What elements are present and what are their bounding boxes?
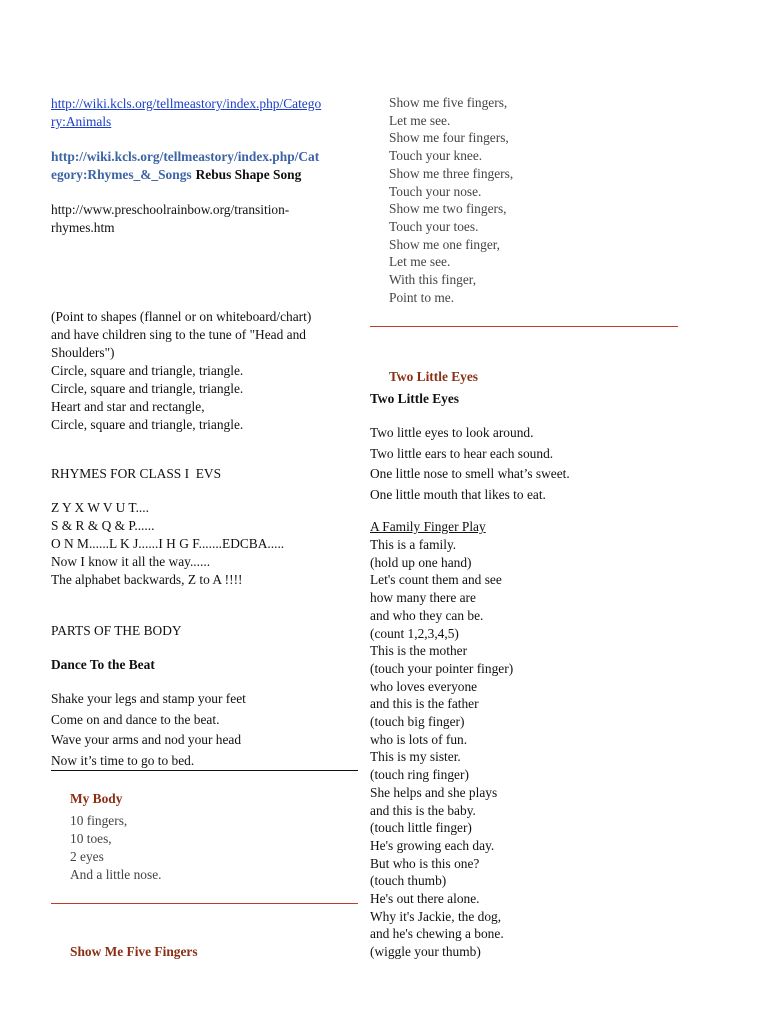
lyric-line: Touch your nose.	[389, 183, 482, 199]
lyric-line: And a little nose.	[70, 867, 162, 882]
lyric-line: Why it's Jackie, the dog,	[370, 908, 502, 924]
dance-lyrics	[51, 689, 246, 771]
lyric-line: Touch your toes.	[389, 218, 479, 234]
lyric-line: Show me two fingers,	[389, 201, 507, 217]
lyric-line: With this finger,	[389, 272, 477, 288]
link-rhymes-songs[interactable]: http://wiki.kcls.org/tellmeastory/index.php/Cat	[51, 149, 320, 164]
rhymes-songs-block	[51, 148, 319, 184]
fingers-lyrics	[389, 94, 513, 306]
link-animals[interactable]	[51, 95, 321, 131]
lyric-line: Let's count them and see	[370, 572, 502, 588]
parts-body-heading: PARTS OF THE BODY	[51, 623, 182, 638]
shape-song-lyrics	[51, 308, 311, 434]
alphabet-rhyme	[51, 499, 284, 589]
lyric-line: 10 fingers,	[70, 813, 128, 828]
lyric-line: Show me three fingers,	[389, 165, 514, 181]
lyric-line: But who is this one?	[370, 855, 480, 871]
url-line: rhymes.htm	[51, 220, 115, 235]
lyric-line: (count 1,2,3,4,5)	[370, 625, 459, 641]
lyric-line: Wave your arms and nod your head	[51, 732, 242, 747]
lyric-line: This is my sister.	[370, 749, 461, 765]
family-finger-title: A Family Finger Play	[370, 519, 486, 534]
lyric-line: Now I know it all the way......	[51, 554, 211, 569]
lyric-line: (touch big finger)	[370, 714, 465, 730]
lyric-line: and this is the father	[370, 696, 479, 712]
lyric-line: Let me see.	[389, 254, 451, 270]
lyric-line: and this is the baby.	[370, 802, 476, 818]
lyric-line: Show me one finger,	[389, 236, 501, 252]
lyric-line: 2 eyes	[70, 849, 104, 864]
lyric-line: Show me four fingers,	[389, 130, 509, 146]
lyric-line: O N M......L K J......I H G F.......EDCBA.....	[51, 536, 285, 551]
family-finger-lyrics	[370, 536, 513, 961]
my-body-title: My Body	[70, 791, 123, 806]
divider	[370, 326, 678, 327]
lyric-line: One little nose to smell what’s sweet.	[370, 466, 570, 482]
lyric-line: (touch little finger)	[370, 820, 472, 836]
show-me-title: Show Me Five Fingers	[70, 944, 198, 959]
lyric-line: how many there are	[370, 590, 476, 606]
lyric-line: This is the mother	[370, 643, 468, 659]
lyric-line: (touch thumb)	[370, 873, 447, 889]
lyric-line: Z Y X W V U T....	[51, 500, 149, 515]
lyric-line: Two little ears to hear each sound.	[370, 445, 554, 461]
lyric-line: Circle, square and triangle, triangle.	[51, 381, 244, 396]
lyric-line: He's out there alone.	[370, 891, 480, 907]
lyric-line: She helps and she plays	[370, 784, 498, 800]
lyric-line: He's growing each day.	[370, 837, 495, 853]
two-eyes-lyrics	[370, 423, 570, 506]
my-body-lyrics	[70, 812, 162, 884]
lyric-line: Circle, square and triangle, triangle.	[51, 417, 244, 432]
lyric-line: This is a family.	[370, 537, 457, 552]
rebus-shape-song-title: Rebus Shape Song	[195, 167, 302, 182]
lyric-line: and who they can be.	[370, 607, 484, 623]
lyric-line: Two little eyes to look around.	[370, 425, 534, 440]
lyric-line: who is lots of fun.	[370, 731, 468, 747]
lyric-line: Come on and dance to the beat.	[51, 711, 220, 727]
lyric-line: and he's chewing a bone.	[370, 926, 504, 942]
link-rhymes-songs[interactable]: egory:Rhymes_&_Songs	[51, 167, 192, 182]
link-animals-line[interactable]: ry:Animals	[51, 114, 112, 129]
link-animals-line[interactable]: http://wiki.kcls.org/tellmeastory/index.php/Catego	[51, 96, 322, 111]
lyric-line: Touch your knee.	[389, 148, 483, 164]
two-eyes-title: Two Little Eyes	[370, 391, 460, 406]
lyric-line: Circle, square and triangle, triangle.	[51, 363, 244, 378]
lyric-line: Let me see.	[389, 112, 451, 128]
lyric-line: (touch ring finger)	[370, 767, 469, 783]
lyric-line: Shake your legs and stamp your feet	[51, 691, 246, 706]
dance-title: Dance To the Beat	[51, 657, 155, 672]
lyric-line: (Point to shapes (flannel or on whiteboard/chart)	[51, 309, 312, 324]
lyric-line: S & R & Q & P......	[51, 518, 155, 533]
divider	[51, 770, 358, 771]
rhymes-class-heading: RHYMES FOR CLASS I EVS	[51, 466, 222, 481]
lyric-line: and have children sing to the tune of "Head and	[51, 327, 306, 342]
lyric-line: (wiggle your thumb)	[370, 944, 481, 960]
lyric-line: Show me five fingers,	[389, 95, 508, 110]
lyric-line: The alphabet backwards, Z to A !!!!	[51, 572, 243, 587]
lyric-line: Point to me.	[389, 289, 455, 305]
preschool-url	[51, 201, 289, 237]
url-line: http://www.preschoolrainbow.org/transition-	[51, 202, 290, 217]
lyric-line: (hold up one hand)	[370, 554, 472, 570]
lyric-line: Shoulders")	[51, 345, 115, 360]
lyric-line: Now it’s time to go to bed.	[51, 752, 195, 768]
lyric-line: One little mouth that likes to eat.	[370, 487, 546, 503]
lyric-line: 10 toes,	[70, 831, 112, 846]
lyric-line: (touch your pointer finger)	[370, 660, 514, 676]
lyric-line: Heart and star and rectangle,	[51, 399, 205, 414]
lyric-line: who loves everyone	[370, 678, 478, 694]
two-eyes-heading: Two Little Eyes	[389, 369, 479, 384]
divider	[51, 903, 358, 904]
